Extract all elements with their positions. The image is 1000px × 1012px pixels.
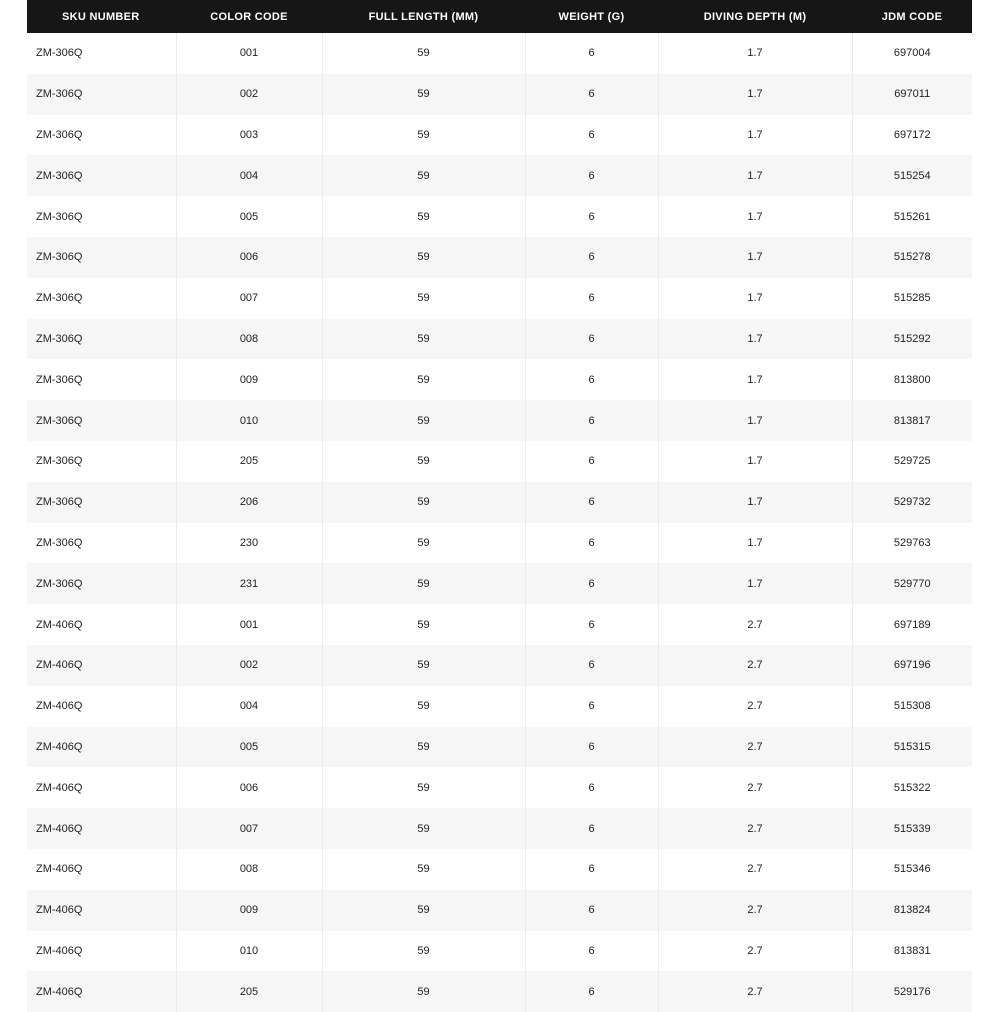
cell-full-length: 59 xyxy=(322,196,525,237)
cell-full-length: 59 xyxy=(322,808,525,849)
cell-sku-number: ZM-306Q xyxy=(36,210,83,223)
table-row xyxy=(27,645,972,686)
cell-color-code: 230 xyxy=(176,523,322,564)
cell-jdm-code: 515308 xyxy=(852,686,972,727)
cell-diving-depth: 1.7 xyxy=(658,237,852,278)
cell-full-length: 59 xyxy=(322,74,525,115)
cell-jdm-code: 515278 xyxy=(852,237,972,278)
cell-full-length: 59 xyxy=(322,686,525,727)
cell-weight: 6 xyxy=(525,33,658,74)
cell-weight: 6 xyxy=(525,645,658,686)
header-jdm-code: JDM CODE xyxy=(881,10,943,23)
table-row xyxy=(27,155,972,196)
cell-sku-number: ZM-406Q xyxy=(36,781,83,794)
spec-table-container xyxy=(27,0,972,1012)
cell-color-code: 206 xyxy=(176,482,322,523)
cell-jdm-code: 515315 xyxy=(852,727,972,768)
table-row xyxy=(27,971,972,1012)
table-row xyxy=(27,686,972,727)
cell-color-code: 006 xyxy=(176,767,322,808)
cell-full-length: 59 xyxy=(322,645,525,686)
cell-jdm-code: 813800 xyxy=(852,359,972,400)
cell-weight: 6 xyxy=(525,727,658,768)
cell-diving-depth: 1.7 xyxy=(658,563,852,604)
cell-color-code: 002 xyxy=(176,74,322,115)
cell-sku-number: ZM-406Q xyxy=(36,740,83,753)
cell-weight: 6 xyxy=(525,74,658,115)
cell-jdm-code: 515322 xyxy=(852,767,972,808)
cell-jdm-code: 515346 xyxy=(852,849,972,890)
cell-color-code: 010 xyxy=(176,400,322,441)
cell-jdm-code: 697004 xyxy=(852,33,972,74)
cell-sku-number: ZM-306Q xyxy=(36,292,83,305)
cell-sku-number: ZM-306Q xyxy=(36,577,83,590)
cell-weight: 6 xyxy=(525,767,658,808)
cell-jdm-code: 697189 xyxy=(852,604,972,645)
cell-weight: 6 xyxy=(525,849,658,890)
cell-color-code: 005 xyxy=(176,196,322,237)
cell-weight: 6 xyxy=(525,890,658,931)
table-row xyxy=(27,115,972,156)
table-row xyxy=(27,931,972,972)
cell-sku-number: ZM-306Q xyxy=(36,455,83,468)
cell-full-length: 59 xyxy=(322,33,525,74)
cell-color-code: 005 xyxy=(176,727,322,768)
table-row xyxy=(27,482,972,523)
cell-color-code: 001 xyxy=(176,33,322,74)
cell-full-length: 59 xyxy=(322,400,525,441)
cell-color-code: 007 xyxy=(176,278,322,319)
cell-sku-number: ZM-406Q xyxy=(36,863,83,876)
cell-weight: 6 xyxy=(525,604,658,645)
cell-diving-depth: 1.7 xyxy=(658,523,852,564)
table-row xyxy=(27,523,972,564)
cell-jdm-code: 697172 xyxy=(852,115,972,156)
table-row xyxy=(27,604,972,645)
cell-jdm-code: 515339 xyxy=(852,808,972,849)
cell-jdm-code: 813831 xyxy=(852,931,972,972)
cell-sku-number: ZM-306Q xyxy=(36,47,83,60)
cell-jdm-code: 529770 xyxy=(852,563,972,604)
cell-color-code: 205 xyxy=(176,971,322,1012)
cell-sku-number: ZM-406Q xyxy=(36,985,83,998)
cell-diving-depth: 1.7 xyxy=(658,359,852,400)
cell-diving-depth: 1.7 xyxy=(658,278,852,319)
cell-jdm-code: 697011 xyxy=(852,74,972,115)
cell-color-code: 231 xyxy=(176,563,322,604)
cell-color-code: 006 xyxy=(176,237,322,278)
table-row xyxy=(27,278,972,319)
table-row xyxy=(27,359,972,400)
table-row xyxy=(27,563,972,604)
cell-full-length: 59 xyxy=(322,727,525,768)
cell-diving-depth: 1.7 xyxy=(658,115,852,156)
cell-full-length: 59 xyxy=(322,604,525,645)
cell-diving-depth: 2.7 xyxy=(658,931,852,972)
cell-diving-depth: 2.7 xyxy=(658,849,852,890)
cell-full-length: 59 xyxy=(322,115,525,156)
cell-diving-depth: 1.7 xyxy=(658,155,852,196)
cell-color-code: 010 xyxy=(176,931,322,972)
table-row xyxy=(27,74,972,115)
cell-full-length: 59 xyxy=(322,359,525,400)
cell-sku-number: ZM-306Q xyxy=(36,536,83,549)
cell-color-code: 004 xyxy=(176,155,322,196)
cell-diving-depth: 2.7 xyxy=(658,645,852,686)
cell-diving-depth: 1.7 xyxy=(658,441,852,482)
cell-color-code: 003 xyxy=(176,115,322,156)
cell-weight: 6 xyxy=(525,686,658,727)
cell-full-length: 59 xyxy=(322,278,525,319)
cell-sku-number: ZM-306Q xyxy=(36,332,83,345)
table-header xyxy=(27,0,972,33)
cell-full-length: 59 xyxy=(322,563,525,604)
cell-color-code: 007 xyxy=(176,808,322,849)
cell-color-code: 009 xyxy=(176,890,322,931)
table-row xyxy=(27,33,972,74)
header-sku-number: SKU NUMBER xyxy=(62,10,140,23)
spec-table xyxy=(27,0,972,1012)
cell-diving-depth: 1.7 xyxy=(658,482,852,523)
cell-color-code: 004 xyxy=(176,686,322,727)
cell-weight: 6 xyxy=(525,319,658,360)
cell-jdm-code: 529763 xyxy=(852,523,972,564)
cell-weight: 6 xyxy=(525,237,658,278)
cell-weight: 6 xyxy=(525,482,658,523)
cell-full-length: 59 xyxy=(322,482,525,523)
cell-diving-depth: 1.7 xyxy=(658,319,852,360)
cell-sku-number: ZM-306Q xyxy=(36,88,83,101)
cell-color-code: 008 xyxy=(176,849,322,890)
cell-diving-depth: 1.7 xyxy=(658,400,852,441)
cell-weight: 6 xyxy=(525,155,658,196)
cell-weight: 6 xyxy=(525,563,658,604)
cell-weight: 6 xyxy=(525,971,658,1012)
cell-jdm-code: 529176 xyxy=(852,971,972,1012)
table-row xyxy=(27,808,972,849)
cell-full-length: 59 xyxy=(322,971,525,1012)
cell-diving-depth: 1.7 xyxy=(658,74,852,115)
cell-diving-depth: 1.7 xyxy=(658,33,852,74)
header-weight: WEIGHT (G) xyxy=(558,10,625,23)
table-row xyxy=(27,727,972,768)
cell-weight: 6 xyxy=(525,931,658,972)
table-row xyxy=(27,400,972,441)
table-row xyxy=(27,441,972,482)
cell-diving-depth: 2.7 xyxy=(658,808,852,849)
cell-weight: 6 xyxy=(525,196,658,237)
cell-sku-number: ZM-306Q xyxy=(36,496,83,509)
cell-jdm-code: 515261 xyxy=(852,196,972,237)
cell-full-length: 59 xyxy=(322,931,525,972)
cell-sku-number: ZM-306Q xyxy=(36,414,83,427)
cell-sku-number: ZM-306Q xyxy=(36,373,83,386)
cell-full-length: 59 xyxy=(322,319,525,360)
cell-color-code: 008 xyxy=(176,319,322,360)
cell-sku-number: ZM-406Q xyxy=(36,822,83,835)
header-row xyxy=(27,0,972,33)
cell-sku-number: ZM-306Q xyxy=(36,169,83,182)
cell-jdm-code: 813824 xyxy=(852,890,972,931)
cell-sku-number: ZM-406Q xyxy=(36,618,83,631)
cell-full-length: 59 xyxy=(322,767,525,808)
cell-diving-depth: 2.7 xyxy=(658,890,852,931)
cell-color-code: 205 xyxy=(176,441,322,482)
table-row xyxy=(27,196,972,237)
cell-diving-depth: 2.7 xyxy=(658,686,852,727)
table-row xyxy=(27,319,972,360)
cell-weight: 6 xyxy=(525,523,658,564)
cell-sku-number: ZM-306Q xyxy=(36,251,83,264)
cell-color-code: 001 xyxy=(176,604,322,645)
cell-sku-number: ZM-406Q xyxy=(36,904,83,917)
cell-full-length: 59 xyxy=(322,523,525,564)
cell-jdm-code: 529732 xyxy=(852,482,972,523)
cell-diving-depth: 2.7 xyxy=(658,727,852,768)
cell-color-code: 009 xyxy=(176,359,322,400)
cell-sku-number: ZM-406Q xyxy=(36,659,83,672)
header-color-code: COLOR CODE xyxy=(210,10,288,23)
cell-weight: 6 xyxy=(525,400,658,441)
cell-full-length: 59 xyxy=(322,155,525,196)
cell-color-code: 002 xyxy=(176,645,322,686)
cell-full-length: 59 xyxy=(322,441,525,482)
table-row xyxy=(27,849,972,890)
table-row xyxy=(27,237,972,278)
cell-jdm-code: 515254 xyxy=(852,155,972,196)
cell-jdm-code: 515292 xyxy=(852,319,972,360)
cell-jdm-code: 813817 xyxy=(852,400,972,441)
cell-diving-depth: 1.7 xyxy=(658,196,852,237)
cell-full-length: 59 xyxy=(322,890,525,931)
header-diving-depth: DIVING DEPTH (M) xyxy=(703,10,807,23)
cell-weight: 6 xyxy=(525,441,658,482)
cell-jdm-code: 515285 xyxy=(852,278,972,319)
cell-jdm-code: 697196 xyxy=(852,645,972,686)
cell-sku-number: ZM-406Q xyxy=(36,944,83,957)
cell-weight: 6 xyxy=(525,359,658,400)
table-row xyxy=(27,890,972,931)
table-body xyxy=(27,33,972,1012)
table-row xyxy=(27,767,972,808)
cell-weight: 6 xyxy=(525,115,658,156)
cell-jdm-code: 529725 xyxy=(852,441,972,482)
cell-weight: 6 xyxy=(525,278,658,319)
cell-sku-number: ZM-306Q xyxy=(36,128,83,141)
cell-full-length: 59 xyxy=(322,237,525,278)
cell-weight: 6 xyxy=(525,808,658,849)
cell-diving-depth: 2.7 xyxy=(658,767,852,808)
cell-diving-depth: 2.7 xyxy=(658,971,852,1012)
cell-sku-number: ZM-406Q xyxy=(36,700,83,713)
cell-full-length: 59 xyxy=(322,849,525,890)
cell-diving-depth: 2.7 xyxy=(658,604,852,645)
header-full-length: FULL LENGTH (MM) xyxy=(368,10,479,23)
